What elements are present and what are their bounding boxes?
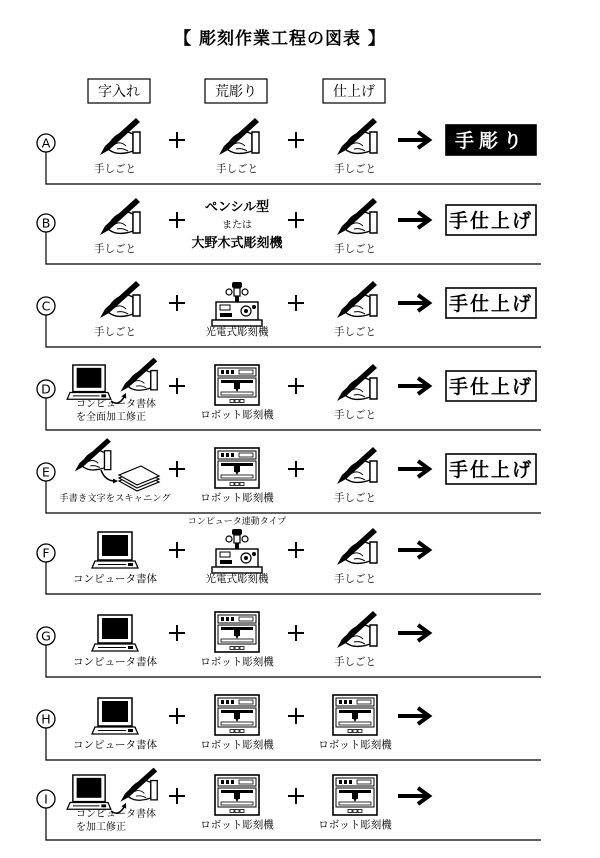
- plus-sign: [169, 625, 185, 641]
- process-step-2: [216, 118, 259, 175]
- spindle: [352, 793, 358, 799]
- panel-button: [226, 700, 229, 704]
- work-table: [221, 392, 253, 395]
- sleeve-cuff: [370, 378, 377, 399]
- plus-sign: [169, 461, 185, 477]
- cabinet-switch: [230, 400, 234, 403]
- plus-sign: [288, 788, 304, 804]
- drive-slot: [128, 646, 133, 649]
- result-box: [446, 288, 536, 318]
- panel-button: [226, 617, 229, 621]
- process-row-d: [37, 358, 541, 430]
- hand-paper-icon: [75, 438, 159, 491]
- process-row-h: [37, 695, 541, 760]
- cabinet-switch: [235, 730, 239, 733]
- photoelectric-engraver-icon: [212, 529, 262, 573]
- row-label: E: [42, 464, 50, 480]
- step-caption: コンピュータ書体: [76, 809, 156, 820]
- scope-column: [234, 288, 240, 296]
- spindle: [234, 793, 240, 799]
- process-row-c: [37, 281, 541, 347]
- step-caption: 光電式彫刻機: [205, 326, 269, 338]
- photoelectric-engraver-icon: [212, 282, 262, 326]
- process-step-3: [334, 611, 377, 668]
- computer-icon: [92, 532, 138, 568]
- process-rows: [37, 118, 541, 840]
- panel-button: [221, 780, 224, 784]
- plus-sign: [169, 295, 185, 311]
- panel-button: [339, 780, 342, 784]
- cabinet-switch: [358, 730, 362, 733]
- hand-pen-icon: [219, 118, 259, 155]
- cabinet-switch: [240, 810, 244, 813]
- step-caption: 手しごと: [94, 163, 136, 175]
- result-box: [446, 205, 536, 235]
- gantry-bar: [221, 627, 253, 630]
- process-step-2: [200, 612, 274, 668]
- sleeve-cuff: [133, 132, 140, 153]
- column-header-lettering: [88, 79, 150, 103]
- plus-sign: [288, 378, 304, 394]
- gantry-bar: [221, 380, 253, 383]
- panel-button: [349, 780, 352, 784]
- drive-slot: [101, 804, 106, 807]
- panel-button: [339, 700, 342, 704]
- plus-sign: [169, 212, 185, 228]
- row-label: H: [41, 711, 51, 727]
- row-label: G: [41, 628, 51, 644]
- cabinet-switch: [353, 730, 357, 733]
- step-caption: コンピュータ書体: [76, 399, 156, 410]
- computer-hand-icon: [67, 358, 157, 403]
- spindle: [234, 713, 240, 719]
- computer-icon: [67, 775, 111, 809]
- dial-center: [244, 309, 248, 313]
- cabinet-switch: [348, 810, 352, 813]
- sleeve-cuff: [151, 371, 157, 390]
- panel-button: [221, 453, 224, 457]
- sleeve-cuff: [370, 625, 377, 646]
- hand-pen-icon: [337, 611, 377, 648]
- process-step-2: [200, 775, 274, 831]
- step-caption: ロボット彫刻機: [200, 819, 274, 831]
- scope-knob: [226, 536, 232, 542]
- method-text: 大野木式彫刻機: [191, 236, 283, 251]
- plus-sign: [288, 132, 304, 148]
- step-caption: 手しごと: [216, 163, 258, 175]
- plus-sign: [169, 788, 185, 804]
- step-caption: を全面加工修正: [76, 412, 146, 423]
- drive-slot: [128, 729, 133, 732]
- process-step-3: [318, 695, 392, 751]
- right-arrow-icon: [398, 295, 429, 311]
- panel-display: [239, 780, 253, 784]
- plus-sign: [288, 708, 304, 724]
- process-step-1: [94, 281, 140, 338]
- process-step-1: [73, 698, 157, 751]
- control-strip: [220, 560, 232, 564]
- result-label: 手仕上げ: [448, 210, 534, 232]
- process-row-g: [37, 611, 541, 677]
- scope-eyepiece: [232, 282, 242, 288]
- result-label: 手仕上げ: [448, 376, 534, 398]
- process-step-3: [334, 281, 377, 338]
- computer-hand-icon: [67, 768, 157, 813]
- robot-engraver-icon: [333, 775, 377, 815]
- plus-sign: [288, 542, 304, 558]
- cabinet-switch: [240, 647, 244, 650]
- cabinet-switch: [235, 483, 239, 486]
- gantry-bar: [221, 790, 253, 793]
- monitor-screen: [102, 701, 128, 722]
- hand-pen-icon: [120, 768, 157, 802]
- drive-slot: [128, 563, 133, 566]
- spindle: [234, 466, 240, 472]
- hand-pen-icon: [337, 118, 377, 155]
- robot-engraver-icon: [215, 365, 259, 405]
- plus-sign: [169, 132, 185, 148]
- drive-slot: [101, 394, 106, 397]
- dial-center: [244, 556, 248, 560]
- work-table: [339, 802, 371, 805]
- panel-display: [239, 370, 253, 374]
- gantry-bar: [339, 790, 371, 793]
- result-label: 手仕上げ: [448, 293, 534, 315]
- plus-sign: [288, 295, 304, 311]
- result-label: 手仕上げ: [448, 459, 534, 481]
- panel-button: [231, 370, 234, 374]
- cabinet-switch: [235, 647, 239, 650]
- work-table: [221, 722, 253, 725]
- gantry-bar: [221, 710, 253, 713]
- curved-arrow-icon: [101, 470, 118, 484]
- step-caption: ロボット彫刻機: [318, 819, 392, 831]
- result-box: [446, 125, 536, 155]
- sleeve-cuff: [370, 295, 377, 316]
- step-caption: ロボット彫刻機: [318, 739, 392, 751]
- step-caption: 手しごと: [334, 573, 376, 585]
- panel-button: [226, 453, 229, 457]
- step-caption: コンピュータ書体: [73, 739, 157, 751]
- sleeve-cuff: [133, 295, 140, 316]
- robot-engraver-icon: [215, 695, 259, 735]
- hand-pen-icon: [100, 198, 140, 235]
- step-caption: ロボット彫刻機: [200, 492, 274, 504]
- row-label: D: [41, 381, 51, 397]
- gantry-bar: [339, 710, 371, 713]
- work-table: [339, 722, 371, 725]
- scope-eyepiece: [232, 529, 242, 535]
- panel-button: [221, 617, 224, 621]
- scope-arm: [235, 296, 239, 302]
- computer-icon: [67, 365, 111, 399]
- control-strip: [220, 313, 232, 317]
- work-table: [221, 475, 253, 478]
- row-label: C: [41, 298, 51, 314]
- step-caption: ロボット彫刻機: [200, 409, 274, 421]
- scope-knob: [242, 289, 248, 295]
- panel-display: [239, 617, 253, 621]
- column-header-label: 字入れ: [98, 84, 140, 100]
- cabinet-switch: [240, 483, 244, 486]
- panel-button: [349, 700, 352, 704]
- cabinet-switch: [353, 810, 357, 813]
- column-header-label: 仕上げ: [333, 84, 375, 100]
- spindle: [352, 713, 358, 719]
- panel-button: [231, 453, 234, 457]
- scope-knob: [226, 289, 232, 295]
- process-step-2: [206, 282, 269, 338]
- plus-sign: [288, 212, 304, 228]
- indicator-lamp: [252, 305, 256, 309]
- step-note: コンピュータ連動タイプ: [187, 517, 287, 527]
- column-header-rough-carving: [205, 79, 267, 103]
- gantry-bar: [221, 463, 253, 466]
- right-arrow-icon: [398, 625, 429, 641]
- sleeve-cuff: [370, 212, 377, 233]
- monitor-screen: [77, 778, 102, 798]
- cabinet-switch: [358, 810, 362, 813]
- hand-pen-icon: [120, 358, 157, 392]
- step-caption: 手しごと: [94, 243, 136, 255]
- cabinet-switch: [230, 810, 234, 813]
- control-panel: [220, 305, 230, 310]
- panel-button: [226, 780, 229, 784]
- row-label: B: [41, 215, 51, 231]
- panel-button: [231, 617, 234, 621]
- step-caption: を加工修正: [76, 822, 126, 833]
- panel-display: [357, 700, 371, 704]
- right-arrow-icon: [398, 788, 429, 804]
- result-box: [446, 371, 536, 401]
- process-step-1: [73, 615, 157, 668]
- hand-pen-icon: [337, 364, 377, 401]
- right-arrow-icon: [398, 708, 429, 724]
- method-text: ペンシル型: [204, 200, 270, 215]
- sleeve-cuff: [105, 451, 111, 470]
- cabinet-switch: [230, 483, 234, 486]
- cabinet-switch: [230, 730, 234, 733]
- right-arrow-icon: [398, 132, 429, 148]
- step-caption: 手書き文字をスキャニング: [59, 493, 171, 504]
- paper-stack-icon: [119, 466, 159, 491]
- step-caption: 手しごと: [334, 326, 376, 338]
- panel-display: [239, 700, 253, 704]
- row-label: F: [42, 545, 50, 561]
- process-step-2: [191, 199, 283, 251]
- hand-pen-icon: [75, 438, 111, 471]
- plus-sign: [169, 708, 185, 724]
- process-row-i: [37, 768, 541, 840]
- computer-icon: [92, 698, 138, 734]
- cabinet-switch: [240, 400, 244, 403]
- process-row-b: [37, 198, 541, 264]
- sleeve-cuff: [370, 542, 377, 563]
- process-step-1: [67, 358, 157, 423]
- panel-button: [231, 700, 234, 704]
- process-step-1: [94, 198, 140, 255]
- indicator-lamp: [252, 552, 256, 556]
- sleeve-cuff: [151, 781, 157, 800]
- plus-sign: [169, 378, 185, 394]
- robot-engraver-icon: [215, 448, 259, 488]
- process-step-2: [200, 695, 274, 751]
- row-label: I: [44, 791, 48, 807]
- right-arrow-icon: [398, 461, 429, 477]
- process-step-3: [318, 775, 392, 831]
- robot-engraver-icon: [215, 612, 259, 652]
- hand-pen-icon: [100, 118, 140, 155]
- work-table: [221, 639, 253, 642]
- robot-engraver-icon: [215, 775, 259, 815]
- spindle: [234, 383, 240, 389]
- hand-pen-icon: [337, 198, 377, 235]
- cabinet-switch: [230, 647, 234, 650]
- plus-sign: [169, 542, 185, 558]
- process-row-e: [37, 438, 541, 513]
- process-step-1: [73, 532, 157, 585]
- step-caption: ロボット彫刻機: [200, 739, 274, 751]
- control-panel: [220, 552, 230, 557]
- cabinet-switch: [348, 730, 352, 733]
- robot-engraver-icon: [333, 695, 377, 735]
- step-caption: 光電式彫刻機: [205, 573, 269, 585]
- process-step-3: [334, 447, 377, 504]
- step-caption: 手しごと: [334, 492, 376, 504]
- monitor-screen: [102, 618, 128, 639]
- cabinet-switch: [240, 730, 244, 733]
- hand-pen-icon: [100, 281, 140, 318]
- process-step-2: [188, 515, 287, 585]
- panel-button: [226, 370, 229, 374]
- page-title: 【 彫刻作業工程の図表 】: [174, 29, 386, 49]
- process-step-1: [94, 118, 140, 175]
- spindle: [234, 630, 240, 636]
- result-label: 手彫り: [454, 130, 528, 152]
- computer-icon: [92, 615, 138, 651]
- step-caption: コンピュータ書体: [73, 656, 157, 668]
- sleeve-cuff: [370, 132, 377, 153]
- sleeve-cuff: [370, 461, 377, 482]
- process-step-1: [59, 438, 171, 504]
- process-step-1: [67, 768, 157, 833]
- panel-display: [239, 453, 253, 457]
- process-row-f: [37, 515, 541, 594]
- plus-sign: [288, 625, 304, 641]
- process-step-3: [334, 198, 377, 255]
- panel-display: [357, 780, 371, 784]
- process-step-3: [334, 364, 377, 421]
- scope-knob: [242, 536, 248, 542]
- scope-column: [234, 535, 240, 543]
- column-header-finishing: [323, 79, 385, 103]
- scope-arm: [235, 543, 239, 549]
- step-caption: コンピュータ書体: [73, 573, 157, 585]
- work-table: [221, 802, 253, 805]
- step-caption: ロボット彫刻機: [200, 656, 274, 668]
- step-caption: 手しごと: [334, 409, 376, 421]
- hand-pen-icon: [337, 528, 377, 565]
- right-arrow-icon: [398, 542, 429, 558]
- step-caption: 手しごと: [334, 163, 376, 175]
- row-label: A: [41, 135, 51, 151]
- column-header-label: 荒彫り: [215, 84, 257, 100]
- panel-button: [344, 700, 347, 704]
- plus-sign: [288, 461, 304, 477]
- right-arrow-icon: [398, 378, 429, 394]
- panel-button: [344, 780, 347, 784]
- step-caption: 手しごと: [334, 243, 376, 255]
- process-step-3: [334, 118, 377, 175]
- monitor-screen: [77, 368, 102, 388]
- cabinet-switch: [235, 400, 239, 403]
- hand-pen-icon: [337, 447, 377, 484]
- panel-button: [231, 780, 234, 784]
- process-row-a: [37, 118, 541, 184]
- right-arrow-icon: [398, 212, 429, 228]
- panel-button: [221, 700, 224, 704]
- monitor-screen: [102, 535, 128, 556]
- sleeve-cuff: [252, 132, 259, 153]
- cabinet-switch: [235, 810, 239, 813]
- step-caption: 手しごと: [334, 656, 376, 668]
- hand-pen-icon: [337, 281, 377, 318]
- method-text: または: [222, 220, 252, 231]
- sleeve-cuff: [133, 212, 140, 233]
- process-step-3: [334, 528, 377, 585]
- process-step-2: [200, 448, 274, 504]
- panel-button: [221, 370, 224, 374]
- result-box: [446, 454, 536, 484]
- process-step-2: [200, 365, 274, 421]
- step-caption: 手しごと: [94, 326, 136, 338]
